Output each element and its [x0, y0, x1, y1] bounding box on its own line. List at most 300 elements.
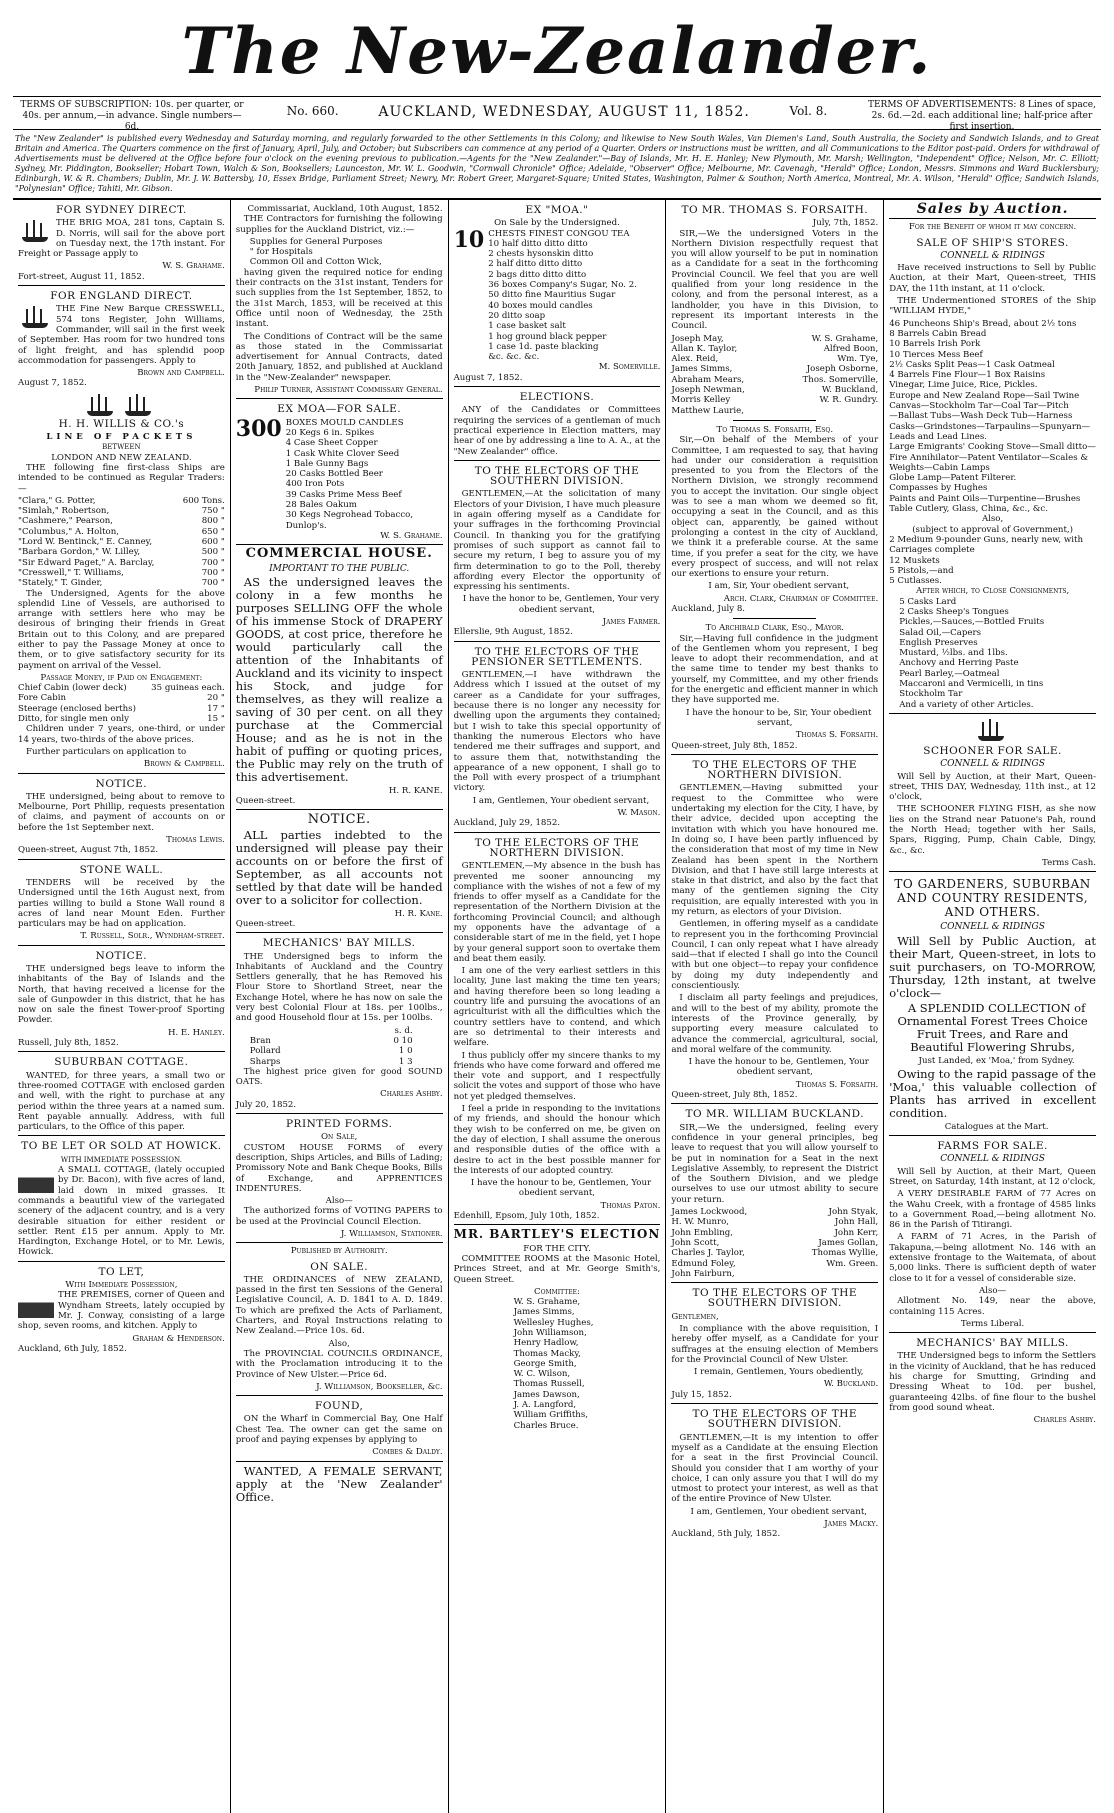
ship-row-cell: 700 " — [201, 557, 225, 568]
ad-signature: James Farmer. — [602, 616, 661, 627]
ad-heading: Published by Authority. — [290, 1246, 388, 1257]
consignment-item: Maccaroni and Vermicelli, in tins — [899, 679, 1044, 690]
ad-body: GENTLEMEN,—My absence in the bush has prevented me sooner announcing my compliance with the wishes of not a few of my friends to offer myself as a Candidate for the representation of the Northern Division at the forthcoming Provincial Council; and although my opponents have the advantage of a considerable start of me in the field, yet I hope by your general support soon to overtake them and beat them easily. — [453, 861, 661, 964]
signatories-list — [671, 334, 878, 416]
column-2 — [231, 200, 449, 1813]
volume-number: Vol. 8. — [789, 104, 828, 118]
ad-body: Will Sell by Public Auction, at their Mart, Queen-street, in lots to suit purchasers, on TO-MORROW, Thursday, 12th instant, at twelve o'clock— — [889, 933, 1096, 1000]
ad-signature: Thomas Lewis. — [166, 835, 225, 846]
ad-body: I thus publicly offer my sincere thanks to my friends who have come forward and offered me their vote and support, and I respectfully solicit the votes and support of those who have not yet pledged themselves. — [453, 1050, 661, 1102]
ad-heading: FARMS FOR SALE. — [937, 1140, 1048, 1153]
ad-heading: EX "MOA." — [525, 204, 589, 216]
ad-subheading: On Sale by the Undersigned. — [494, 218, 620, 229]
signatory-row — [671, 334, 878, 344]
signatory-row — [671, 1269, 878, 1279]
ad-date: Commissariat, Auckland, 10th August, 1852. — [247, 204, 443, 214]
signatory-row-cell: W. R. Gundry. — [819, 395, 879, 406]
goods-item: 1 hog ground black pepper — [488, 331, 607, 342]
schooner-illustration — [889, 717, 1096, 741]
supply-item: Supplies for General Purposes — [249, 236, 383, 247]
signatories-list — [671, 1207, 878, 1279]
goods-item: 400 Iron Pots — [285, 479, 345, 490]
signatory-row-cell: Thos. Somerville, — [802, 374, 879, 385]
ad-subheading: Passage Money, if Paid on Engagement: — [40, 672, 203, 683]
ship-row — [18, 527, 225, 537]
fare-row-cell: 15 " — [207, 714, 225, 725]
ship-row-cell: 750 " — [201, 506, 225, 517]
ad-body: ANY of the Candidates or Committees requiring the services of a gentleman of much practical experience in Election matters, may hear of one by addressing a line to A. A., at the "New Zealander" office. — [453, 405, 661, 457]
ad-body: ON the Wharf in Commercial Bay, One Half Chest Tea. The owner can get the same on proof and paying expenses by applying to — [235, 1414, 443, 1446]
ad-body: SIR,—We the undersigned, feeling every confidence in your general principles, beg leave to request that you will allow yourself to be put in nomination for a Seat in the next Legislative Assembly, to represent the District of the Southern Division, and we pledge ourselves to use our utmost ability to secure your return. — [671, 1122, 879, 1205]
committee-member: W. S. Grahame, — [513, 1297, 581, 1308]
ad-date: Fort-street, August 11, 1852. — [18, 271, 145, 282]
arms-item: 5 Cutlasses. — [889, 576, 942, 587]
fare-row — [18, 714, 225, 724]
column-5 — [884, 200, 1101, 1813]
fare-row-cell: Chief Cabin (lower deck) — [18, 683, 127, 694]
ad-body: Will Sell by Auction, at their Mart, Queen-street, THIS DAY, Wednesday, 11th inst., at 12 o'clock, — [889, 771, 1096, 803]
consignment-item: Salad Oil,—Capers — [899, 627, 981, 638]
ad-subheading: WITH IMMEDIATE POSSESSION. — [60, 1155, 182, 1164]
consignment-item: Stockholm Tar — [899, 689, 963, 700]
signatory-row-cell: John Styak, — [828, 1207, 879, 1218]
signatory-row — [671, 364, 878, 374]
signatory-row — [671, 344, 878, 354]
committee-member: Thomas Russell, — [513, 1379, 585, 1390]
ad-subheading: For the Benefit of whom it may concern. — [908, 222, 1077, 233]
ships-list — [18, 496, 225, 589]
signatory-row-cell: John Kerr, — [834, 1227, 879, 1238]
committee-list — [454, 1297, 661, 1431]
store-item: Large Emigrants' Cooking Stove—Small ditto—Fire Annihilator—Patent Ventilator—Scales & Weights—Cabin Lamps — [889, 442, 1096, 473]
signatory-row — [671, 1207, 878, 1217]
signatory-row-cell: Joseph Osborne, — [806, 364, 879, 375]
ship-icon — [18, 306, 52, 330]
store-item: 46 Puncheons Ship's Bread, about 2½ tons — [889, 318, 1077, 329]
signatory-row — [671, 1217, 878, 1227]
ad-body: THE Undersigned begs to inform the Settlers in the vicinity of Auckland, that he has reduced his charge for Smutting, Grinding and Dressing Wheat to 10d. per bushel, guaranteeing 42lbs. of fine flour to the bushel from good sound wheat. — [889, 1351, 1096, 1413]
ad-subheading: IMPORTANT TO THE PUBLIC. — [269, 563, 410, 574]
signatory-row-cell: John Scott, — [671, 1237, 720, 1248]
goods-item: 1 Cask White Clover Seed — [285, 448, 400, 459]
ad-heading: TO LET, — [98, 1265, 145, 1278]
consignment-item: Pearl Barley,—Oatmeal — [899, 668, 1000, 679]
ad-date: Queen-street. — [235, 918, 296, 929]
signatory-row-cell: Alfred Boon, — [823, 343, 879, 354]
ship-row-cell: "Cashmere," Pearson, — [18, 516, 114, 527]
ad-subheading: LONDON AND NEW ZEALAND. — [51, 452, 192, 463]
ad-body: I have the honour to be, Sir, Your obedient servant, — [686, 707, 872, 728]
ad-date: July 20, 1852. — [235, 1099, 297, 1110]
ad-body: I have the honour to be, Gentlemen, Your obedient servant, — [688, 1057, 869, 1078]
ad-body: Have received instructions to Sell by Public Auction, at their Mart, Queen-street, THIS DAY, the 11th instant, at 11 o'clock. — [889, 263, 1096, 294]
ad-subheading: FOR THE CITY. — [523, 1243, 591, 1254]
ad-heading: STONE WALL. — [79, 863, 164, 876]
ad-date: July, 7th, 1852. — [812, 218, 879, 229]
ship-row-cell: "Stately," T. Ginder, — [18, 578, 103, 589]
goods-item: 2 bags ditto ditto ditto — [488, 269, 587, 280]
ad-body: CUSTOM HOUSE FORMS of every description, Ships Articles, and Bills of Lading; Promissory Note and Bank Cheque Books, Bills of Exchange, and APPRENTICES INDENTURES. — [235, 1142, 443, 1194]
ad-heading: TO THE ELECTORS OF THE NORTHERN DIVISION. — [692, 758, 858, 782]
signatory-row — [671, 1238, 878, 1248]
goods-item: 50 ditto fine Mauritius Sugar — [488, 290, 616, 301]
signatory-row — [671, 1259, 878, 1269]
committee-member: James Dawson, — [513, 1389, 580, 1400]
ship-row-cell: "Cresswell," T. Williams, — [18, 567, 124, 578]
ad-body: A VERY DESIRABLE FARM of 77 Acres on the Wahu Creek, with a frontage of 4585 links to a Government Road,—being allotment No. 86 in the Parish of Titirangi. — [889, 1189, 1096, 1231]
column-1 — [13, 200, 231, 1813]
ad-body: THE Fine New Barque CRESSWELL, 574 tons Register, John Williams, Commander, will sail in the first week of September. Has room for two hundred tons of light freight, and has splendid poop accommodation for passengers. Apply to — [18, 304, 225, 366]
committee-member: James Simms, — [513, 1307, 575, 1318]
fare-row-cell: Steerage (enclosed berths) — [18, 703, 136, 714]
goods-item: 20 Casks Bottled Beer — [285, 469, 383, 480]
ad-body: Allotment No. 149, near the above, containing 115 Acres. — [889, 1296, 1096, 1317]
ad-signature: H. E. Hanley. — [167, 1027, 225, 1038]
goods-item: 39 Casks Prime Mess Beef — [285, 489, 402, 500]
ad-date: Auckland, July 29, 1852. — [453, 818, 561, 829]
goods-item: 20 Kegs 6 in. Spikes — [285, 427, 375, 438]
auctioneer-name: CONNELL & RIDINGS — [940, 250, 1045, 261]
ad-body: The authorized forms of VOTING PAPERS to be used at the Provincial Council Election. — [235, 1206, 443, 1227]
signatory-row-cell: Joseph Newman, — [671, 385, 745, 396]
signatory-row-cell: Morris Kelley — [671, 395, 731, 406]
store-item: Europe and New Zealand Rope—Sail Twine — [889, 390, 1080, 401]
arms-list — [889, 535, 1096, 586]
ad-signature: Philip Turner, Assistant Commissary General. — [254, 385, 443, 396]
ad-signature: J. Williamson, Stationer. — [340, 1229, 443, 1239]
ad-heading: COMMERCIAL HOUSE. — [245, 546, 433, 562]
ad-signature: W. Buckland. — [823, 1379, 879, 1390]
ship-icon — [83, 394, 117, 418]
ship-row-cell: 700 " — [201, 578, 225, 589]
ad-body: Catalogues at the Mart. — [944, 1121, 1049, 1132]
ad-body: having given the required notice for ending their contracts on the 31st instant, Tenders for such supplies from the 1st September, 1852, to the 31st March, 1853, will be received at this Office until noon of Wednesday, the 25th instant. — [235, 267, 443, 330]
committee-member: Henry Hadlow, — [513, 1338, 579, 1349]
price-row-cell: Bran — [249, 1035, 271, 1046]
ad-date: August 7, 1852. — [18, 378, 87, 389]
ship-row — [18, 568, 225, 578]
ad-heading: FOUND, — [315, 1400, 364, 1413]
fare-row — [18, 693, 225, 703]
goods-item: &c. &c. &c. — [488, 352, 540, 363]
goods-item: CHESTS FINEST CONGOU TEA — [488, 228, 630, 239]
ad-signature: W. S. Grahame. — [162, 261, 225, 272]
ad-heading: MR. BARTLEY'S ELECTION — [453, 1227, 661, 1242]
ship-row-cell: 650 " — [201, 526, 225, 537]
goods-item: 20 ditto soap — [488, 310, 546, 321]
ad-date: Ellerslie, 9th August, 1852. — [453, 627, 573, 638]
committee-member: W. C. Wilson, — [513, 1369, 571, 1380]
store-item: Vinegar, Lime Juice, Rice, Pickles. — [889, 380, 1038, 391]
ad-body: I am, Gentlemen, Your obedient servant, — [690, 1506, 868, 1517]
newspaper-page — [7, 0, 1107, 1813]
ad-heading: TO GARDENERS, SUBURBAN AND COUNTRY RESIDENTS, AND OTHERS. — [894, 877, 1091, 920]
ad-signature: Terms Cash. — [1042, 857, 1096, 868]
ad-date: July 15, 1852. — [671, 1389, 732, 1400]
consignment-item: 5 Casks Lard — [899, 596, 957, 607]
ad-body: THE following fine first-class Ships are intended to be continued as Regular Traders:— — [18, 462, 225, 494]
arms-item: 12 Muskets — [889, 555, 940, 566]
ad-body: The Conditions of Contract will be the same as those stated in the Commissariat advertisement for Annual Contracts, dated 20th January, 1852, and published at Auckland in the "New-Zealander" newspaper. — [235, 331, 443, 383]
store-item: 10 Tierces Mess Beef — [889, 349, 983, 360]
ad-date: Edenhill, Epsom, July 10th, 1852. — [453, 1211, 600, 1222]
ad-subheading: With Immediate Possession, — [65, 1280, 178, 1291]
signatory-row-cell: Matthew Laurie, — [671, 405, 744, 416]
ad-body: Gentlemen, — [671, 1311, 719, 1322]
ad-body: I disclaim all party feelings and prejudices, and will to the best of my ability, promote the interests of the Province generally, by supporting every measure calculated to advance the commercial, agricultural, social, and moral welfare of the community. — [671, 993, 879, 1055]
ad-heading: FOR ENGLAND DIRECT. — [50, 290, 193, 303]
goods-block — [453, 226, 661, 363]
ad-signature: T. Russell, Solr., Wyndham-street. — [80, 931, 225, 942]
ship-row — [18, 496, 225, 506]
ad-heading: NOTICE. — [95, 777, 148, 790]
columns — [13, 198, 1101, 1813]
ad-signature: W. Mason. — [617, 808, 661, 819]
ship-row-cell: "Clara," G. Potter, — [18, 495, 96, 506]
ship-row-cell: "Simlah," Robertson, — [18, 506, 110, 517]
ad-heading: TO THE ELECTORS OF THE SOUTHERN DIVISION. — [474, 464, 640, 488]
ad-body: Will Sell by Auction, at their Mart, Queen Street, on Saturday, 14th instant, at 12 o'clock, — [889, 1166, 1096, 1187]
ad-subheading: Also, — [328, 1338, 350, 1349]
ad-date: Queen-street, July 8th, 1852. — [671, 740, 798, 751]
signatory-row-cell: Thomas Wyllie, — [811, 1248, 879, 1259]
ad-body: I am, Sir, Your obedient servant, — [708, 581, 850, 592]
goods-item: 2 half ditto ditto ditto — [488, 259, 583, 270]
ad-body: I remain, Gentlemen, Yours obediently, — [694, 1367, 864, 1378]
consignment-item: English Preserves — [899, 637, 978, 648]
ad-signature: Thomas S. Forsaith. — [795, 1079, 879, 1090]
store-item: —Ballast Tubs—Wash Deck Tub—Harness Casks—Grindstones—Tarpaulins—Spunyarn—Leads and Lead Lines. — [889, 411, 1091, 442]
price-row-cell: 0 10 — [393, 1035, 413, 1046]
ad-body: Sir,—Having full confidence in the judgment of the Gentlemen whom you represent, I beg leave to adopt their recommendation, and at the same time to tender my best thanks to yourself, my Committee, and my other friends for the energetic and efficient manner in which they have supported me. — [671, 633, 879, 706]
goods-block — [235, 415, 443, 531]
ad-date: Auckland, 5th July, 1852. — [671, 1529, 781, 1540]
ad-body: Sir,—On behalf of the Members of your Committee, I am requested to say, that having had under our consideration a requisition presented to you from the Electors of the Northern Division, we strongly recommend you to accept the invitation. Our single object was to see a man whom we deemed so fit, occupying a seat in the Council, and as this object can, apparently, be gained without prolonging a contest in the city of Auckland, we think it a preferable course. At the same time, if you prefer a seat for the city, we have every prospect of success, and will not relax our exertions to ensure your return. — [671, 435, 879, 580]
signatory-row-cell: Allan K. Taylor, — [671, 343, 738, 354]
column-4 — [666, 200, 884, 1813]
quantity-number: 300 — [235, 415, 282, 442]
ad-heading: NOTICE. — [95, 949, 148, 962]
fare-row-cell: 35 guineas each. — [151, 683, 225, 694]
quantity-number: 10 — [453, 226, 485, 253]
ad-subheading: After which, to Close Consignments, — [915, 586, 1070, 597]
auctioneer-name: CONNELL & RIDINGS — [940, 922, 1045, 933]
store-item: 2½ Casks Split Peas—1 Cask Oatmeal — [889, 359, 1055, 370]
ship-row-cell: "Columbus," A. Holton, — [18, 526, 119, 537]
committee-member: William Griffiths, — [513, 1410, 588, 1421]
store-item: Paints and Paint Oils—Turpentine—Brushes — [889, 493, 1081, 504]
ad-subheading: (subject to approval of Government,) — [912, 524, 1073, 535]
ad-heading: TO MR. WILLIAM BUCKLAND. — [685, 1108, 865, 1121]
supplies-list — [236, 237, 443, 268]
signatory-row-cell: H. W. Munro, — [671, 1217, 730, 1228]
signatory-row-cell: John Fairburn, — [671, 1268, 735, 1279]
signatory-row-cell: James Gollan, — [818, 1237, 879, 1248]
ship-row-cell: 700 " — [201, 567, 225, 578]
ad-signature: H. R. Kane. — [394, 908, 443, 919]
committee-member: Charles Bruce. — [513, 1420, 579, 1431]
signatory-row-cell: Abraham Mears, — [671, 374, 745, 385]
ship-row-cell: 500 " — [201, 547, 225, 558]
supply-item: Common Oil and Cotton Wick, — [249, 257, 382, 268]
ship-row-cell: "Lord W. Bentinck," E. Canney, — [18, 537, 153, 548]
fare-row — [18, 704, 225, 714]
goods-item: 36 boxes Company's Sugar, No. 2. — [488, 280, 637, 291]
goods-item: 4 Case Sheet Copper — [285, 438, 378, 449]
ad-body: AS the undersigned leaves the colony in a few months he purposes SELLING OFF the whole of his immense Stock of DRAPERY GOODS, at cost price, therefore he would particularly call the attention of the Inhabitants of Auckland and its vicinity to inspect his Stock, and judge for themselves, as they will realize a saving of 30 per cent. on all they purchase at the Commercial House; and as he is not in the habit of puffing or quoting prices, the Public may rely on the truth of this advertisement. — [235, 574, 443, 784]
ships-illustration — [18, 392, 225, 414]
ship-row — [18, 578, 225, 588]
consignment-item: And a variety of other Articles. — [899, 699, 1034, 710]
ship-row — [18, 547, 225, 557]
goods-item: 1 case 1d. paste blacking — [488, 341, 599, 352]
ad-heading: TO BE LET OR SOLD AT HOWICK. — [21, 1140, 222, 1153]
ad-signature: Brown & Campbell. — [143, 759, 225, 770]
signatory-row — [671, 1228, 878, 1238]
ad-subheading: On Sale, — [321, 1132, 358, 1143]
ad-subheading: Also— — [325, 1196, 353, 1207]
ad-heading: TO THE ELECTORS OF THE SOUTHERN DIVISION. — [692, 1287, 858, 1310]
ad-signature: W. S. Grahame. — [380, 530, 443, 541]
ad-heading: TO THE ELECTORS OF THE NORTHERN DIVISION. — [474, 836, 640, 859]
arms-item: 2 Medium 9-pounder Guns, nearly new, with Carriages complete — [889, 534, 1083, 556]
ad-body: GENTLEMEN,—I have withdrawn the Address which I issued at the outset of my career as a Candidate for your suffrages, because there is no longer any necessity for dwelling upon the arguments they contained; but I wish to take this special opportunity of thanking the numerous Electors who have tendered me their suffrages and support, and to assure them that, notwithstanding the appearance of a new opponent, I shall go to the Poll with every prospect of a triumphant victory. — [453, 670, 661, 794]
ship-row — [18, 516, 225, 526]
issue-info-bar — [13, 96, 1101, 130]
ad-body: THE ORDINANCES of NEW ZEALAND, passed in the first ten Sessions of the General Legislative Council, A. D. 1841 to A. D. 1849. To which are prefixed the Acts of Parliament, Charters, and Royal Instructions relating to New Zealand.—Price 10s. 6d. — [235, 1274, 443, 1337]
signatory-row-cell: Alex. Reid, — [671, 354, 719, 365]
ad-body: I feel a pride in responding to the invitations of my friends, and should the honour which they wish to be conferred on me, be given on the day of election, I shall assume the onerous and responsible duties of the office with a desire to act in the best possible manner for the interests of our adopted country. — [453, 1104, 661, 1176]
ad-body: THE Contractors for furnishing the following supplies for the Auckland District, viz.:— — [235, 214, 443, 235]
ad-body: Just Landed, ex 'Moa,' from Sydney. — [918, 1055, 1075, 1066]
ship-icon — [974, 719, 1008, 743]
ad-signature: M. Somerville. — [598, 362, 661, 373]
ad-subheading: Committee: — [534, 1286, 580, 1297]
ad-heading: H. H. WILLIS & CO.'s — [58, 417, 185, 430]
signatory-row — [671, 395, 878, 405]
ship-row-cell: 800 " — [201, 516, 225, 527]
store-item: Canvas—Stockholm Tar—Coal Tar—Pitch — [889, 401, 1069, 412]
auctioneer-name: CONNELL & RIDINGS — [940, 1154, 1045, 1165]
section-heading: Sales by Auction. — [916, 201, 1069, 217]
ad-body: I am one of the very earliest settlers in this locality, June last making the time ten years; and having therefore been so long leading a country life and pursuing the avocations of an agriculturist with all the difficulties which the country settlers have to contend, and which are so detrimental to their interests and welfare. — [453, 966, 661, 1049]
price-header: s. d. — [394, 1025, 413, 1036]
fare-row — [18, 683, 225, 693]
ship-icon — [18, 220, 52, 244]
goods-item: 40 boxes mould candles — [488, 300, 593, 311]
auctioneer-name: CONNELL & RIDINGS — [940, 759, 1045, 770]
ad-heading: TO MR. THOMAS S. FORSAITH. — [681, 204, 869, 216]
signatory-row — [671, 1248, 878, 1258]
prices-list — [236, 1036, 443, 1067]
goods-item: 10 half ditto ditto ditto — [488, 238, 588, 249]
committee-member: John Williamson, — [513, 1327, 587, 1338]
ad-subheading: LINE OF PACKETS — [46, 432, 197, 443]
consignment-item: Mustard, ½lbs. and 1lbs. — [899, 648, 1008, 659]
signatory-row — [671, 385, 878, 395]
price-row — [250, 1046, 413, 1056]
ad-signature: Combes & Daldy. — [372, 1447, 443, 1458]
ad-body: A FARM of 71 Acres, in the Parish of Takapuna,—being allotment No. 146 with an extensive frontage to the Waitemata, of about 5,000 links. There is sufficient depth of water close to it for a vessel of considerable size. — [889, 1232, 1096, 1284]
goods-item: 30 Kegs Negrohead Tobacco, Dunlop's. — [285, 510, 414, 531]
ship-row-cell: "Barbara Gordon," W. Lilley, — [18, 547, 141, 558]
ad-body: THE undersigned, being about to remove to Melbourne, Port Phillip, requests presentation of claims, and payment of accounts on or before the 1st September next. — [18, 791, 225, 833]
publication-notice: The "New Zealander" is published every Wednesday and Saturday morning, and regularly forwarded to the other Settlements in this Colony; and likewise to New South Wales, Van Diemen's Land, South Australia, the Society and Sandwich Islands, and to Great Britain and America. The Quarters commence on the first of January, April, July, and October; but Subscribers can commence at any period of a Quarter. Orders or instructions must be written, and all Communications to the Editor post-paid. Orders for withdrawal of Advertisements must be delivered at the Office before four o'clock on the evening previous to publication.—Agents for the "New Zealander."—Bay of Islands, Mr. H. E. Hanley; New Plymouth, Mr. Marsh; Wellington, "Independent" Office; Nelson, Mr. C. Elliott; Sydney, Mr. Piddington, Bookseller; Hobart Town, Walch & Son, Booksellers; Launceston, Mr. W. L. Goodwin, "Cornwall Chronicle" Office; Adelaide, "Observer" Office; Melbourne, Mr. Cavenagh, "Herald" Office; London, Messrs. Simmons and Ward Bucklersbury; Edinburgh, W. & R. Chambers; Dublin, Mr. J. W. Battersby, 10, Essex Bridge, Parliament Street; Newry, Mr. Robert Greer, Margaret-Square; United States, Washington, Palmer & Southon; North America, Montreal, Mr. A. Wilson, "Herald" Office; Sandwich Islands, "Polynesian" Office; Tahiti, Mr. Gibson. — [15, 134, 1099, 193]
signatory-row — [671, 354, 878, 364]
signatory-row-cell: John Hall, — [834, 1217, 879, 1228]
ad-body: WANTED, for three years, a small two or three-roomed COTTAGE with enclosed garden and well, with the right to purchase at any period within the three years at a named sum. Rent payable annually. Address, with full particulars, to the Office of this paper. — [18, 1070, 225, 1133]
supply-item: " for Hospitals — [249, 247, 313, 258]
ad-heading: To Archibald Clark, Esq., Mayor. — [705, 623, 845, 634]
ad-body: THE BRIG MOA, 281 tons, Captain S. D. Norris, will sail for the above port on Tuesday next, the 17th instant. For Freight or Passage apply to — [18, 218, 225, 260]
ship-row-cell: "Sir Edward Paget," A. Barclay, — [18, 557, 155, 568]
price-row-cell: 1 0 — [398, 1046, 413, 1057]
ad-body: ALL parties indebted to the undersigned will please pay their accounts on or before the first of September, as all accounts not settled by that date will be handed over to a solicitor for collection. — [235, 827, 443, 907]
consignment-item: Pickles,—Sauces,—Bottled Fruits — [899, 617, 1045, 628]
ad-body: SIR,—We the undersigned Voters in the Northern Division respectfully request that you will allow yourself to be put in nomination as a Candidate for a seat in the forthcoming Provincial Council. We feel that you are well qualified from your long residence in the colony, and from the personal interest, as a landholder, you have in this Division, to represent its important interests in the Council. — [671, 228, 879, 332]
price-row-cell: Sharps — [249, 1056, 281, 1067]
ad-heading: SALE OF SHIP'S STORES. — [916, 236, 1069, 249]
ad-signature: James Macky. — [824, 1519, 879, 1530]
signatory-row-cell: W. Buckland, — [821, 385, 879, 396]
ad-body: THE PREMISES, corner of Queen and Wyndham Streets, lately occupied by Mr. J. Conway, consisting of a large shop, seven rooms, and kitchen. Apply to — [18, 1290, 225, 1332]
ad-signature: Brown and Campbell. — [137, 368, 225, 379]
ad-signature: Charles Ashby. — [380, 1089, 443, 1100]
ad-heading: MECHANICS' BAY MILLS. — [262, 937, 416, 950]
ad-heading: TO THE ELECTORS OF THE SOUTHERN DIVISION. — [692, 1408, 858, 1431]
committee-member: George Smith, — [513, 1358, 577, 1369]
goods-list — [286, 418, 443, 531]
store-item: 8 Barrels Cabin Bread — [889, 328, 987, 339]
committee-member: Thomas Macky, — [513, 1348, 581, 1359]
signatory-row-cell: Wm. Tye, — [837, 354, 879, 365]
ad-body: GENTLEMEN,—Having submitted your request to the Committee who were undertaking my election for the City, I have, by their advice, decided upon accepting the invitation with which you have honoured me. In doing so, I have been partly influenced by the consideration that most of my time in New Zealand has been spent in the Northern Division, and that I have still large interests at stake in that district, and also by the fact that many of the gentlemen signing the City requisition, are equally interested with you in my return, as electors of your Division. — [671, 783, 879, 917]
ad-signature: Arch. Clark, Chairman of Committee. — [723, 593, 879, 604]
ad-subheading: BETWEEN — [102, 443, 141, 452]
ship-row — [18, 558, 225, 568]
ad-signature: Thomas S. Forsaith. — [795, 730, 879, 741]
arms-item: 5 Pistols,—and — [889, 565, 954, 576]
ship-icon — [121, 394, 155, 418]
stores-list — [889, 319, 1096, 515]
ad-body: GENTLEMEN,—It is my intention to offer myself as a Candidate at the ensuing Election for a seat in the first Provincial Council. Should you consider that I am worthy of your choice, I can only assure you that I will do my utmost to protect your interest, as well as that of the entire Province of New Ulster. — [671, 1432, 879, 1505]
ad-date: Queen-street, July 8th, 1852. — [671, 1090, 798, 1101]
ad-signature: Terms Liberal. — [960, 1318, 1025, 1329]
ship-row-cell: 600 Tons. — [182, 495, 225, 506]
ad-heading: FOR SYDNEY DIRECT. — [56, 204, 187, 216]
signatory-row-cell: Joseph May, — [671, 333, 724, 344]
ad-body: In compliance with the above requisition, I hereby offer myself, as a Candidate for your suffrages at the ensuing election of Members for the Provincial Council of New Ulster. — [671, 1323, 879, 1365]
subscription-terms: TERMS OF SUBSCRIPTION: 10s. per quarter, or 40s. per annum,—in advance. Single numbers—6d. — [20, 100, 244, 132]
ad-signature: J. Williamson, Bookseller, &c. — [316, 1381, 443, 1392]
store-item: Table Cutlery, Glass, China, &c., &c. — [889, 504, 1048, 515]
ad-body: I have the honor to be, Gentlemen, Your very obedient servant, — [462, 594, 660, 615]
committee-member: Wellesley Hughes, — [513, 1317, 594, 1328]
goods-item: 1 case basket salt — [488, 321, 566, 332]
store-item: 4 Barrels Fine Flour—1 Box Raisins — [889, 370, 1046, 381]
ad-heading: SUBURBAN COTTAGE. — [54, 1056, 189, 1069]
price-row — [250, 1036, 413, 1046]
goods-list — [488, 229, 637, 363]
price-row — [250, 1057, 413, 1067]
ad-signature: H. R. KANE. — [388, 785, 443, 796]
column-3 — [449, 200, 667, 1813]
ad-date: Queen-street, August 7th, 1852. — [18, 845, 159, 856]
ad-body: WANTED, A FEMALE SERVANT, apply at the 'New Zealander' Office. — [235, 1463, 443, 1504]
ad-body: The Undersigned, Agents for the above splendid Line of Vessels, are authorised to arrange with settlers here who may be desirous of bringing their friends in Great Britain out to this Colony, and are prepared either to pay the Passage Money at once to them, or to give satisfactory security for its payment on arrival of the Vessel. — [18, 588, 225, 671]
ad-heading: To Thomas S. Forsaith, Esq. — [716, 424, 834, 435]
goods-item: BOXES MOULD CANDLES — [285, 417, 404, 428]
